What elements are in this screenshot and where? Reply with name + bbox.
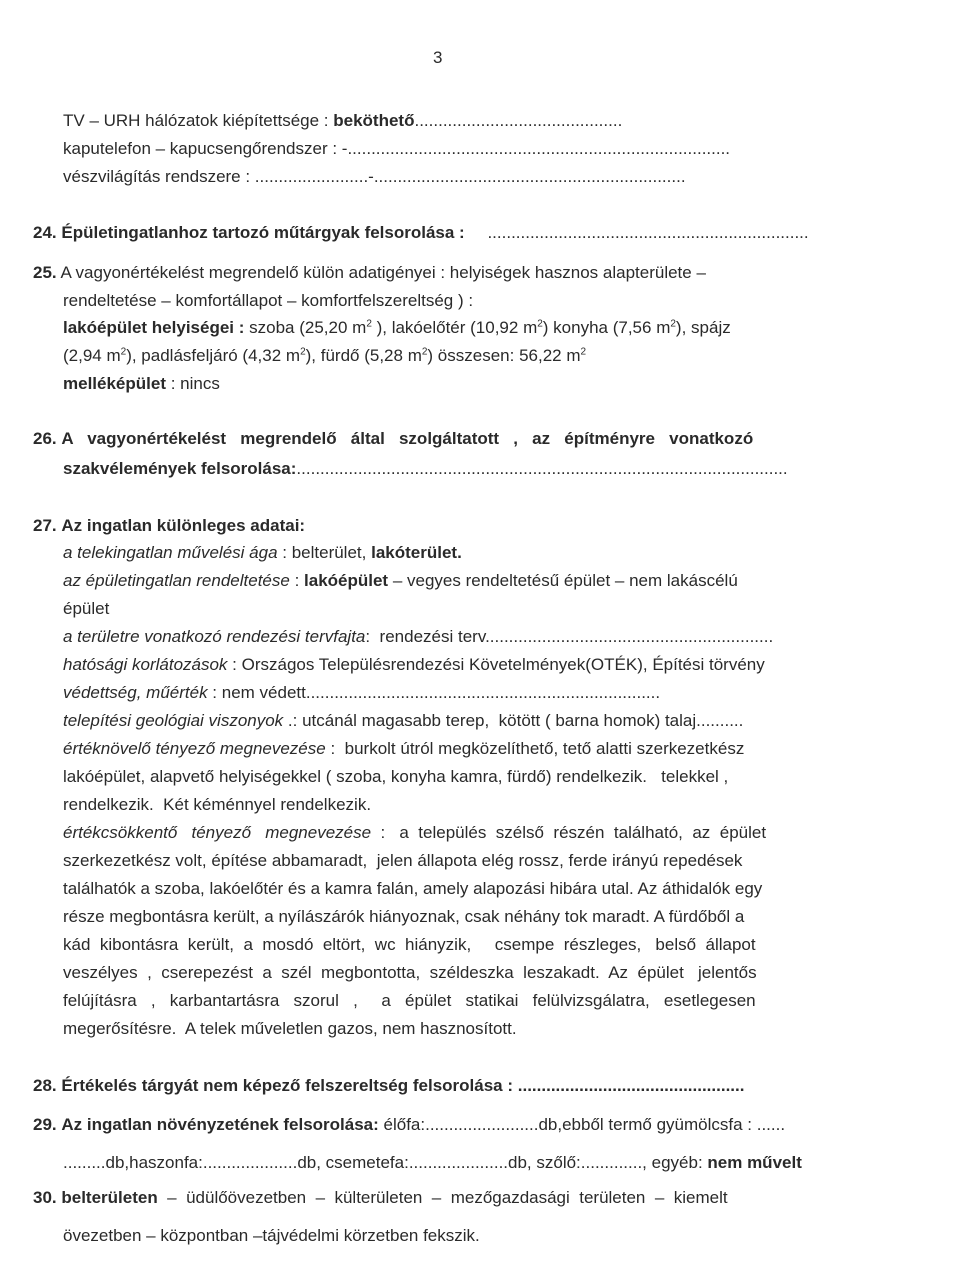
section-29-line2 (63, 1152, 802, 1174)
section-25-text1: A vagyonértékelést megrendelő külön adatigényei : helyiségek hasznos alapterülete – (60, 263, 706, 282)
lakoepulet-label: lakóépület helyiségei : (63, 318, 245, 337)
sup: 2 (580, 346, 587, 358)
section-24-dots: .................................................................... (487, 223, 809, 242)
padlasfeljaro-area: ), padlásfeljáró (4,32 m (126, 346, 301, 365)
muvelesi-aga-value: : belterület, (277, 543, 372, 562)
konyha-area: ) konyha (7,56 m (542, 318, 671, 337)
section-27-line8 (63, 738, 744, 760)
szoba-area: szoba (25,20 m (244, 318, 367, 337)
melleképulet-label: melléképület (63, 374, 166, 393)
ertekcsokkento-label: értékcsökkentő tényező megnevezése (63, 823, 372, 842)
szakvelemenyek-label: szakvélemények felsorolása: (63, 459, 297, 478)
section-27-line6 (63, 682, 660, 704)
sup: 2 (366, 318, 372, 330)
geologia-value: .: utcánál magasabb terep, kötött ( barna homok) talaj.......... (283, 711, 744, 730)
nem-muvelt: nem művelt (707, 1153, 802, 1172)
section-27-line10: rendelkezik. Két kéménnyel rendelkezik. (63, 795, 372, 814)
geologia-label: telepítési geológiai viszonyok (63, 711, 284, 730)
ertekNovelo-label: értéknövelő tényező megnevezése (63, 739, 326, 758)
section-24-title: Épületingatlanhoz tartozó műtárgyak felsorolása : (61, 223, 465, 242)
section-25-line3 (63, 317, 731, 339)
section-27-line14: része megbontásra került, a nyílászárók hiányoznak, csak néhány tok maradt. A fürdőből a (63, 907, 745, 926)
osszesen-area: ) összesen: 56,22 m (427, 346, 581, 365)
section-29-details: .........db,haszonfa:....................db, csemetefa:.....................db, szőlő:............., egyéb: (63, 1153, 708, 1172)
section-25-line5 (63, 373, 220, 395)
section-27-line11 (63, 822, 766, 844)
sup: 2 (537, 318, 543, 330)
ertekcsokkento-value: : a település szélső részén található, az épület (371, 823, 767, 842)
section-27-number: 27. (33, 516, 57, 535)
section-29-elofa: élőfa:........................db,ebből termő gyümölcsfa : ...... (378, 1115, 786, 1134)
section-27-title-text: Az ingatlan különleges adatai: (61, 516, 306, 535)
tervfajta-label: a területre vonatkozó rendezési tervfajta (63, 627, 366, 646)
section-27-line9: lakóépület, alapvető helyiségekkel ( szoba, konyha kamra, fürdő) rendelkezik. telekkel , (63, 767, 729, 786)
section-27-line7 (63, 710, 743, 732)
melleképulet-value: : nincs (166, 374, 220, 393)
section-26-text1: A vagyonértékelést megrendelő által szolgáltatott , az építményre vonatkozó (61, 429, 754, 448)
section-26-number: 26. (33, 429, 57, 448)
section-26-line1 (33, 428, 753, 450)
section-25-number: 25. (33, 263, 57, 282)
belteruleten: belterületen (61, 1188, 158, 1207)
tv-urh-line (63, 110, 622, 132)
section-27-line18: megerősítésre. A telek műveletlen gazos, nem hasznosított. (63, 1019, 517, 1038)
section-27-line12: szerkezetkész volt, építése abbamaradt, jelen állapota elég rossz, ferde irányú repedések (63, 851, 743, 870)
sup: 2 (300, 346, 306, 358)
vedettseg-value: : nem védett........................................................................... (207, 683, 661, 702)
lakoepulet: lakóépület (304, 571, 389, 590)
section-27-line3: épület (63, 599, 110, 618)
spajz-label: ), spájz (675, 318, 731, 337)
section-29-number: 29. (33, 1115, 57, 1134)
tv-urh-label: TV – URH hálózatok kiépítettsége : (63, 111, 334, 130)
section-30-line2: övezetben – központban –tájvédelmi körzetben fekszik. (63, 1226, 480, 1245)
section-25-line1 (33, 262, 706, 284)
tv-urh-dots: ............................................ (414, 111, 623, 130)
muvelesi-aga-label: a telekingatlan művelési ága (63, 543, 278, 562)
section-24-number: 24. (33, 223, 57, 242)
ertekNovelo-value: : burkolt útról megközelíthető, tető alatti szerkezetkész (325, 739, 745, 758)
vedettseg-label: védettség, műérték (63, 683, 208, 702)
section-27-line5 (63, 654, 765, 676)
korlatozasok-value: : Országos Településrendezési Követelmények(OTÉK), Építési törvény (227, 655, 765, 674)
tervfajta-value: : rendezési terv............................................................. (365, 627, 774, 646)
korlatozasok-label: hatósági korlátozások (63, 655, 228, 674)
kaputelefon-line: kaputelefon – kapucsengőrendszer : -................................................................................. (63, 139, 731, 158)
section-27-line15: kád kibontásra került, a mosdó eltört, wc hiányzik, csempe részleges, belső állapot (63, 935, 756, 954)
section-30-options: – üdülőövezetben – külterületen – mezőgazdasági területen – kiemelt (157, 1188, 728, 1207)
section-25-line2: rendeltetése – komfortállapot – komfortfelszereltség ) : (63, 291, 474, 310)
section-28 (33, 1075, 744, 1097)
section-27-line4 (63, 626, 773, 648)
section-27-title (33, 515, 305, 537)
section-25-line4 (63, 345, 586, 367)
section-29-line1 (33, 1114, 785, 1136)
section-27-line13: találhatók a szoba, lakóelőtér és a kamra falán, amely alapozási hibára utal. Az áthidalók egy (63, 879, 763, 898)
section-28-title: Értékelés tárgyát nem képező felszereltség felsorolása : (61, 1076, 514, 1095)
section-30-line1 (33, 1187, 728, 1209)
veszvilagitas-line: vészvilágítás rendszere : ........................-.................................................................. (63, 167, 686, 186)
page-number: 3 (433, 48, 443, 67)
section-27-line1 (63, 542, 462, 564)
spajz-area: (2,94 m (63, 346, 121, 365)
sup: 2 (120, 346, 127, 358)
tv-urh-value: beköthető (333, 111, 415, 130)
lakoeloter-area: ), lakóelőtér (10,92 m (371, 318, 538, 337)
section-30-number: 30. (33, 1188, 57, 1207)
section-24 (33, 222, 809, 244)
section-27-line17: felújításra , karbantartásra szorul , a épület statikai felülvizsgálatra, esetlegesen (63, 991, 756, 1010)
section-28-dots: ................................................ (513, 1076, 745, 1095)
section-28-number: 28. (33, 1076, 57, 1095)
rendeltetes-value: – vegyes rendeltetésű épület – nem lakáscélú (388, 571, 738, 590)
sup: 2 (421, 346, 428, 358)
section-29-title: Az ingatlan növényzetének felsorolása: (61, 1115, 379, 1134)
furdo-area: ), fürdő (5,28 m (305, 346, 422, 365)
section-27-line2 (63, 570, 738, 592)
section-27-line16: veszélyes , cserepezést a szél megbontotta, széldeszka leszakadt. Az épület jelentős (63, 963, 757, 982)
szakvelemenyek-dots: ........................................................................................................ (296, 459, 788, 478)
lakoterulet: lakóterület. (371, 543, 462, 562)
sup: 2 (670, 318, 676, 330)
section-26-line2 (63, 458, 788, 480)
rendeltetes-label: az épületingatlan rendeltetése (63, 571, 290, 590)
colon: : (289, 571, 305, 590)
